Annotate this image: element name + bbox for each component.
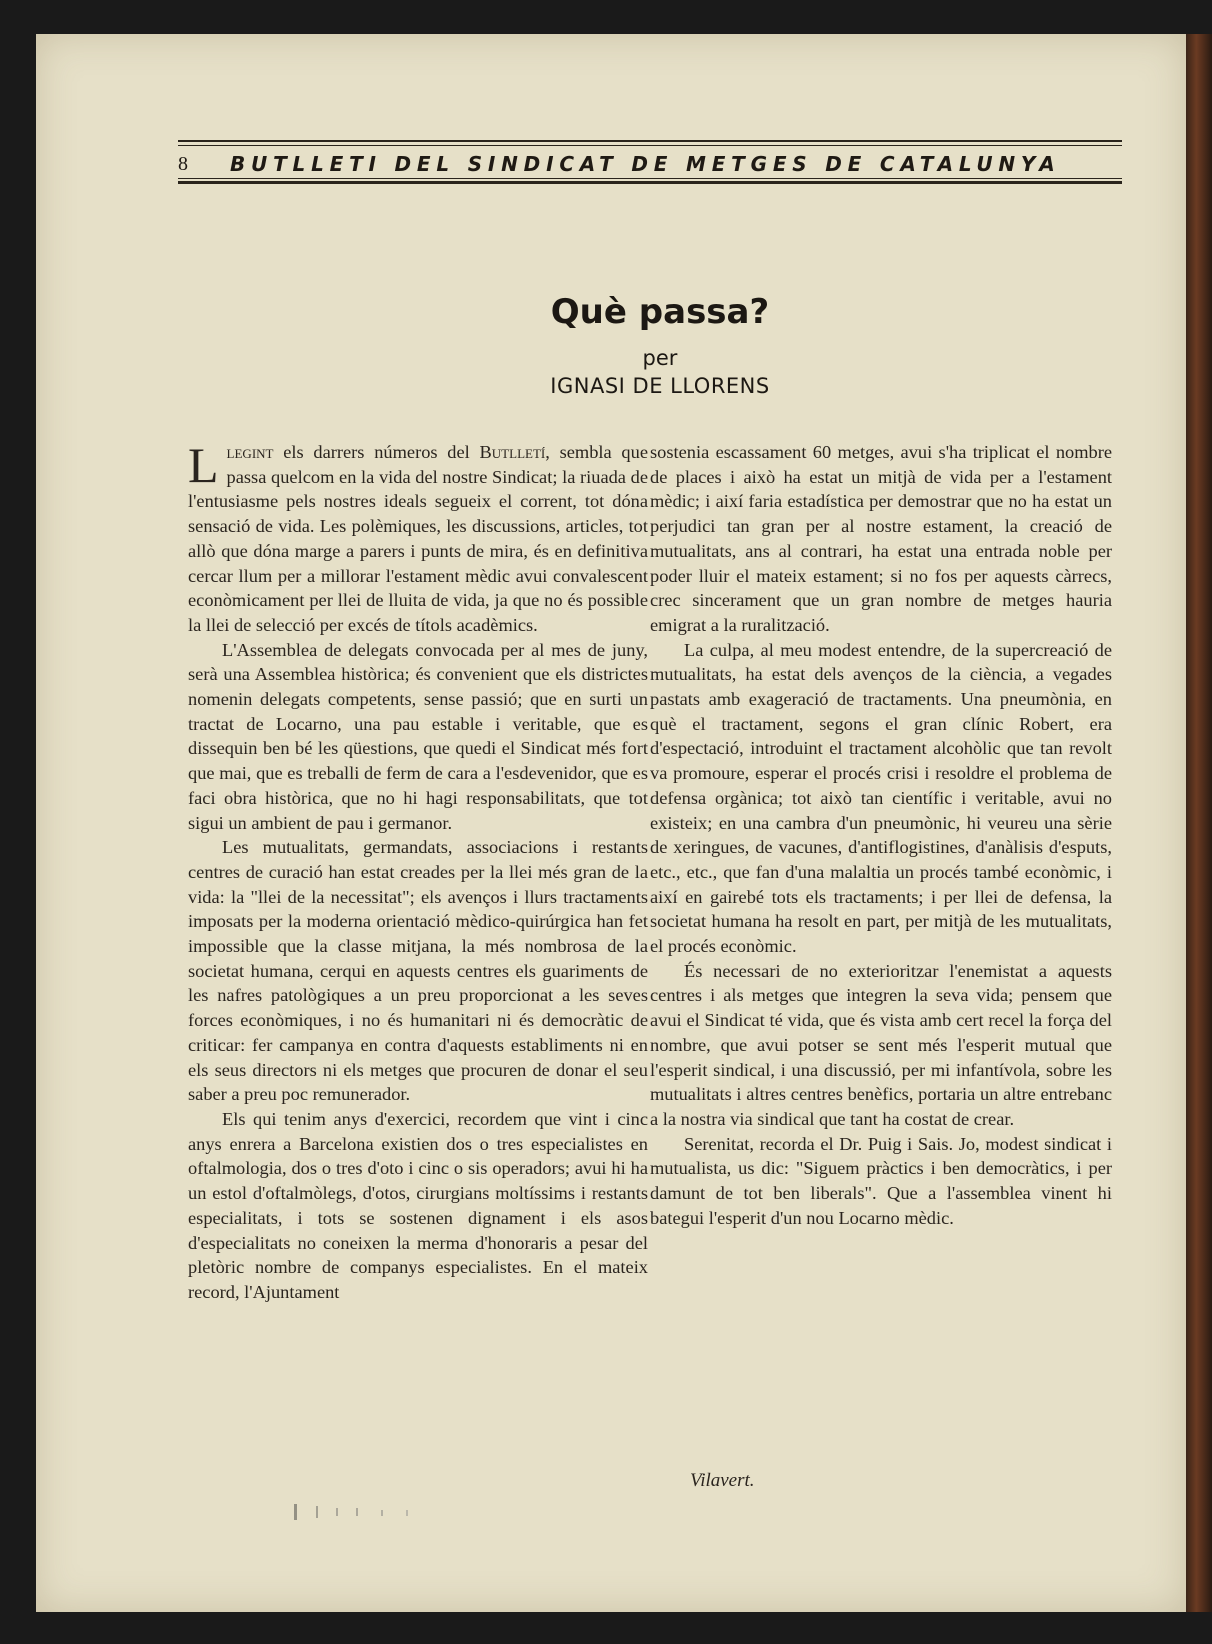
continuation-paragraph: sostenia escassament 60 metges, avui s'ha triplicat el nombre de places i això ha estat un mitjà de vida per a l'estament mèdic; i així faria estadística per demostrar que no ha estat un perjudici tan gran per al nostre estament, la creació de mutualitats, ans al contrari, ha estat una entrada noble per poder lluir el mateix estament; si no fos per aquests càrrecs, crec sincerament que un gran nombre de metges hauria emigrat a la ruralització. — [650, 442, 1112, 635]
right-column — [650, 440, 1112, 1231]
paragraph: Els qui tenim anys d'exercici, recordem que vint i cinc anys enrera a Barcelona existien dos o tres especialistes en oftalmologia, dos o tres d'oto i cinc o sis operadors; avui hi ha un estol d'oftalmòlegs, d'otos, cirurgians moltíssims i restants especialitats, i tots se sostenen dignament i els asos d'especialitats no coneixen la merma d'honoraris a pesar del pletòric nombre de companys especialistes. En el mateix record, l'Ajuntament — [188, 1108, 648, 1302]
journal-title: BUTLLETI DEL SINDICAT DE METGES DE CATALUNYA — [230, 152, 1061, 176]
article-title: Què passa? — [550, 292, 770, 332]
binding-edge — [1186, 34, 1212, 1612]
journal-reference: Butlletí — [479, 442, 546, 462]
first-text-c: , sembla que passa quelcom en la vida del nostre Sindicat; la riuada de l'entusiasme pels nostres ideals segueix el corrent, tot dóna sensació de vida. Les polèmiques, les discussions, articles, tot allò que dóna marge a parers i punts de mira, és en definitiva cercar llum per a millorar l'estament mèdic avui convalescent econòmicament per llei de lluita de vida, ja que no és possible la llei de selecció per excés de títols acadèmics. — [188, 442, 648, 635]
paragraph: L'Assemblea de delegats convocada per al mes de juny, serà una Assemblea històrica; és convenient que els districtes nomenin delegats competents, sense passió; que en surti un tractat de Locarno, una pau estable i veritable, que es dissequin ben bé les qüestions, que quedi el Sindicat més fort que mai, que es treballi de ferm de cara a l'esdevenidor, que es faci obra històrica, que no hi hagi responsabilitats, que tot sigui un ambient de pau i germanor. — [188, 639, 648, 833]
first-paragraph — [188, 437, 648, 638]
paragraph: Les mutualitats, germandats, associacions i restants centres de curació han estat creades per la llei més gran de la vida: la "llei de la necessitat"; els avenços i llurs tractaments imposats per la moderna orientació mèdico-quirúrgica han fet impossible que la classe mitjana, la més nombrosa de la societat humana, cerqui en aquests centres els guariments de les nafres patològiques a un preu proporcionat a les seves forces econòmiques, i no és humanitari ni és democràtic de criticar: fer campanya en contra d'aquests establiments ni en els seus directors ni els metges que procuren de donar el seu saber a preu poc remunerador. — [188, 837, 648, 1105]
paragraph: La culpa, al meu modest entendre, de la supercreació de mutualitats, ha estat dels avenços de la ciència, a vegades pastats amb exageració de tractaments. Una pneumònia, en què el tractament, segons el gran clínic Robert, era d'espectació, introduint el tractament alcohòlic que tan revolt va promoure, esperar el procés crisi i resoldre el problema de defensa orgànica; tot això tan científic i veritable, avui no existeix; en una cambra d'un pneumònic, hi veureu una sèrie de xeringues, de vacunes, d'antiflogistines, d'anàlisis d'esputs, etc., etc., que fan d'una malaltia un procés també econòmic, i així en gairebé tots els tractaments; i per llei de defensa, la societat humana ha resolt en part, per mitjà de les mutualitats, el procés econòmic. — [650, 639, 1112, 957]
byline-per: per — [642, 346, 678, 370]
paragraph: És necessari de no exterioritzar l'enemistat a aquests centres i als metges que integren la seva vida; pensem que avui el Sindicat té vida, que és vista amb cert recel la força del nombre, que avui potser se sent més l'esperit mutual que l'esperit sindical, i una discussió, per mi infantívola, sobre les mutualitats i altres centres benèfics, portaria un altre entrebanc a la nostra via sindical que tant ha costat de crear. — [650, 960, 1112, 1129]
author-signature: Vilavert. — [690, 1470, 755, 1491]
page-number: 8 — [178, 153, 188, 175]
running-header — [178, 140, 1122, 188]
library-stamp-mark — [286, 1500, 486, 1522]
first-text-a: els darrers números del — [273, 442, 480, 462]
header-rule-top — [178, 140, 1122, 142]
left-column — [188, 437, 648, 1305]
header-rule-bottom-thin — [178, 178, 1122, 179]
drop-cap: L — [188, 437, 219, 493]
header-rule-bottom — [178, 181, 1122, 184]
header-rule-top-thin — [178, 145, 1122, 146]
first-word: legint — [226, 442, 274, 462]
byline-author: IGNASI DE LLORENS — [550, 374, 770, 398]
paragraph: Serenitat, recorda el Dr. Puig i Sais. Jo, modest sindicat i mutualista, us dic: "Siguem pràctics i ben democràtics, i per damunt de tot ben liberals". Que a l'assemblea vinent hi bategui l'esperit d'un nou Locarno mèdic. — [650, 1133, 1112, 1228]
